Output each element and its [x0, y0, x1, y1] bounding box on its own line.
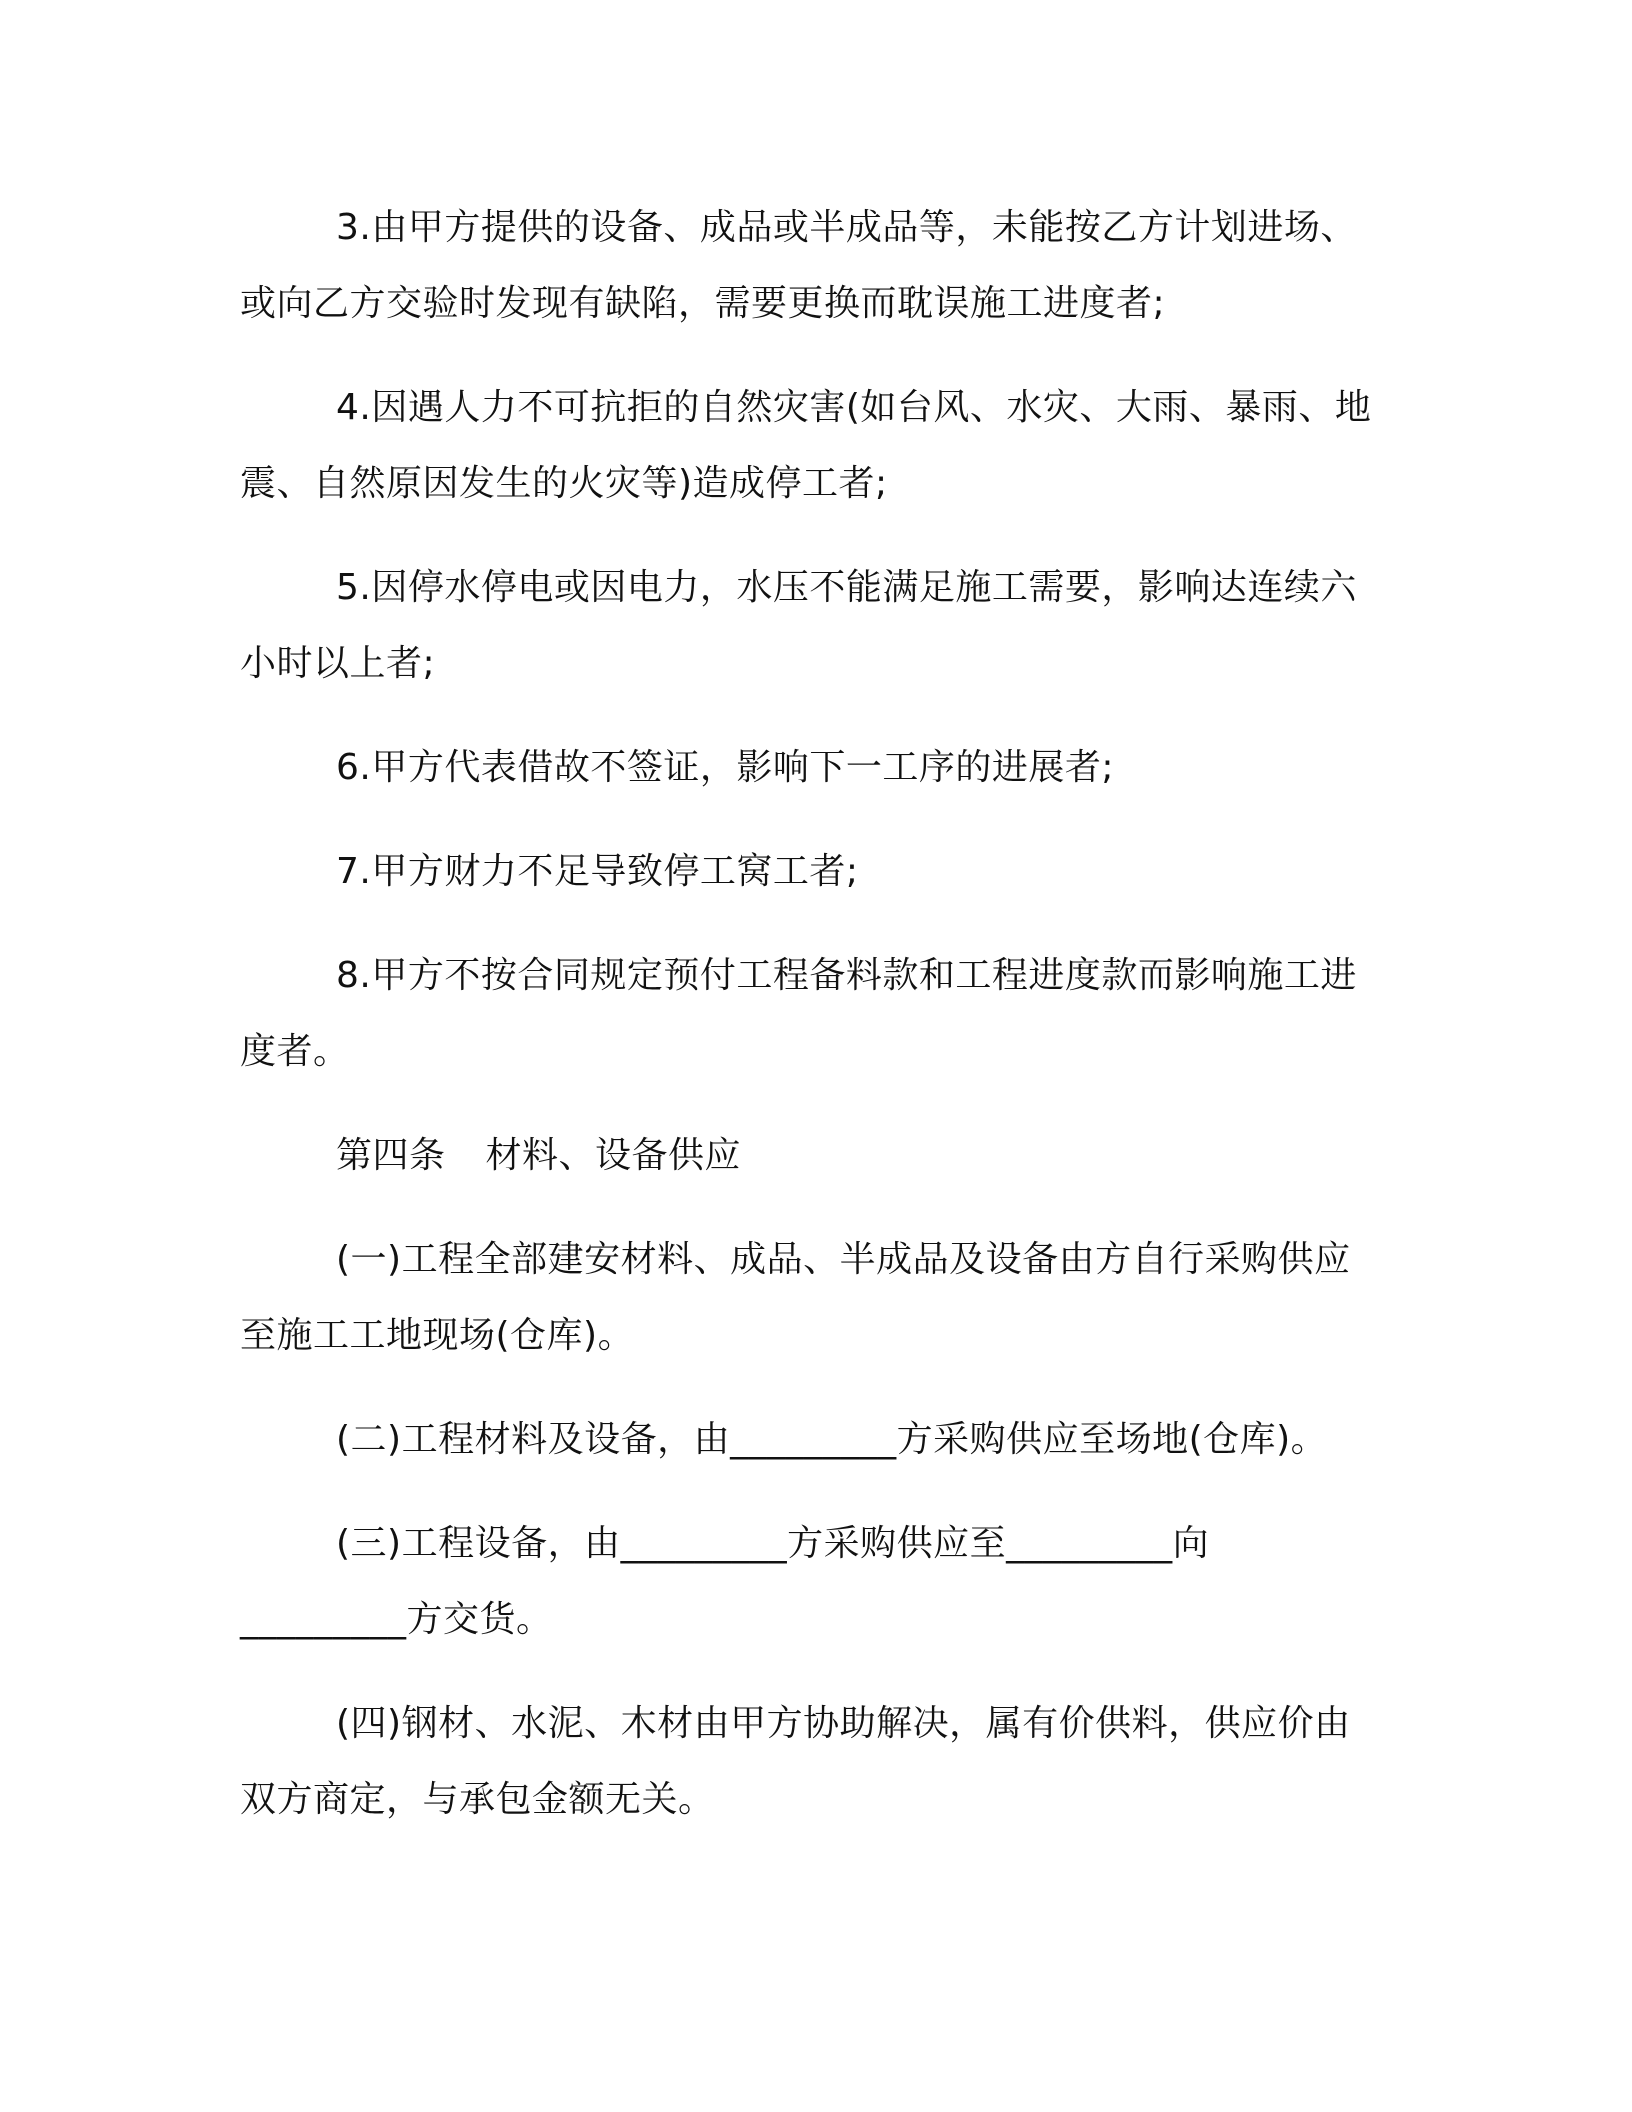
paragraph-item-3 [240, 190, 1390, 342]
paragraph-line: 4.因遇人力不可抗拒的自然灾害(如台风、水灾、大雨、暴雨、地 [336, 387, 1372, 428]
paragraph-line: 8.甲方不按合同规定预付工程备料款和工程进度款而影响施工进 [336, 955, 1357, 996]
paragraph-item-7 [240, 834, 1390, 910]
clause-3 [240, 1506, 1390, 1658]
paragraph-item-8 [240, 938, 1390, 1090]
clause-1 [240, 1222, 1390, 1374]
paragraph-line: (一)工程全部建安材料、成品、半成品及设备由方自行采购供应 [336, 1239, 1351, 1280]
paragraph-line: (三)工程设备，由_________方采购供应至_________向 [336, 1523, 1210, 1564]
paragraph-line: (二)工程材料及设备，由_________方采购供应至场地(仓库)。 [336, 1419, 1328, 1460]
paragraph-line: 5.因停水停电或因电力，水压不能满足施工需要，影响达连续六 [336, 567, 1357, 608]
paragraph-line: 小时以上者; [240, 643, 436, 684]
paragraph-item-6 [240, 730, 1390, 806]
clause-2 [240, 1402, 1390, 1478]
paragraph-line: 或向乙方交验时发现有缺陷，需要更换而耽误施工进度者; [240, 283, 1166, 324]
paragraph-item-5 [240, 550, 1390, 702]
paragraph-line: 7.甲方财力不足导致停工窝工者; [336, 851, 859, 892]
document-body [240, 190, 1390, 1866]
paragraph-line: 双方商定，与承包金额无关。 [240, 1779, 715, 1820]
paragraph-line: 3.由甲方提供的设备、成品或半成品等，未能按乙方计划进场、 [336, 207, 1357, 248]
paragraph-line: 至施工工地现场(仓库)。 [240, 1315, 635, 1356]
article-number: 第四条 [336, 1135, 446, 1176]
paragraph-line: (四)钢材、水泥、木材由甲方协助解决，属有价供料，供应价由 [336, 1703, 1351, 1744]
paragraph-line: 震、自然原因发生的火灾等)造成停工者; [240, 463, 888, 504]
paragraph-line: 6.甲方代表借故不签证，影响下一工序的进展者; [336, 747, 1114, 788]
paragraph-line: _________方交货。 [240, 1599, 553, 1640]
article-title: 材料、设备供应 [485, 1135, 742, 1176]
article-heading [240, 1118, 1390, 1194]
paragraph-line: 度者。 [240, 1031, 350, 1072]
paragraph-item-4 [240, 370, 1390, 522]
clause-4 [240, 1686, 1390, 1838]
